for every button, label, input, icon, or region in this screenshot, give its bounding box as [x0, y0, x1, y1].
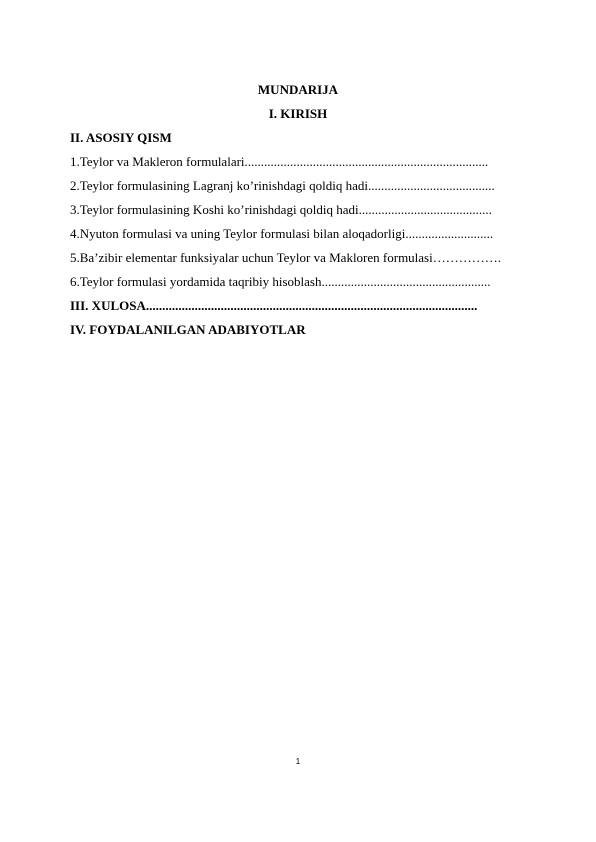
toc-item-intro: I. KIRISH	[268, 106, 328, 121]
toc-heading: MUNDARIJA	[257, 82, 339, 97]
page-number: 1	[295, 757, 301, 766]
toc-item-references: IV. FOYDALANILGAN ADABIYOTLAR	[70, 322, 306, 337]
toc-item-6: 6.Teylor formulasi yordamida taqribiy hisoblash....................................................	[70, 274, 491, 289]
toc-item-5: 5.Ba’zibir elementar funksiyalar uchun Teylor va Makloren formulasi…………….	[70, 250, 501, 265]
toc-item-4: 4.Nyuton formulasi va uning Teylor formulasi bilan aloqadorligi...........................	[70, 226, 494, 241]
toc-item-conclusion: III. XULOSA......................................................................................................	[70, 298, 478, 313]
toc-item-1: 1.Teylor va Makleron formulalari...........................................................................	[70, 154, 489, 169]
toc-item-2: 2.Teylor formulasining Lagranj ko’rinishdagi qoldiq hadi.......................................	[70, 178, 495, 193]
toc-item-3: 3.Teylor formulasining Koshi ko’rinishdagi qoldiq hadi.........................................	[70, 202, 492, 217]
toc-item-main-part: II. ASOSIY QISM	[70, 130, 172, 145]
